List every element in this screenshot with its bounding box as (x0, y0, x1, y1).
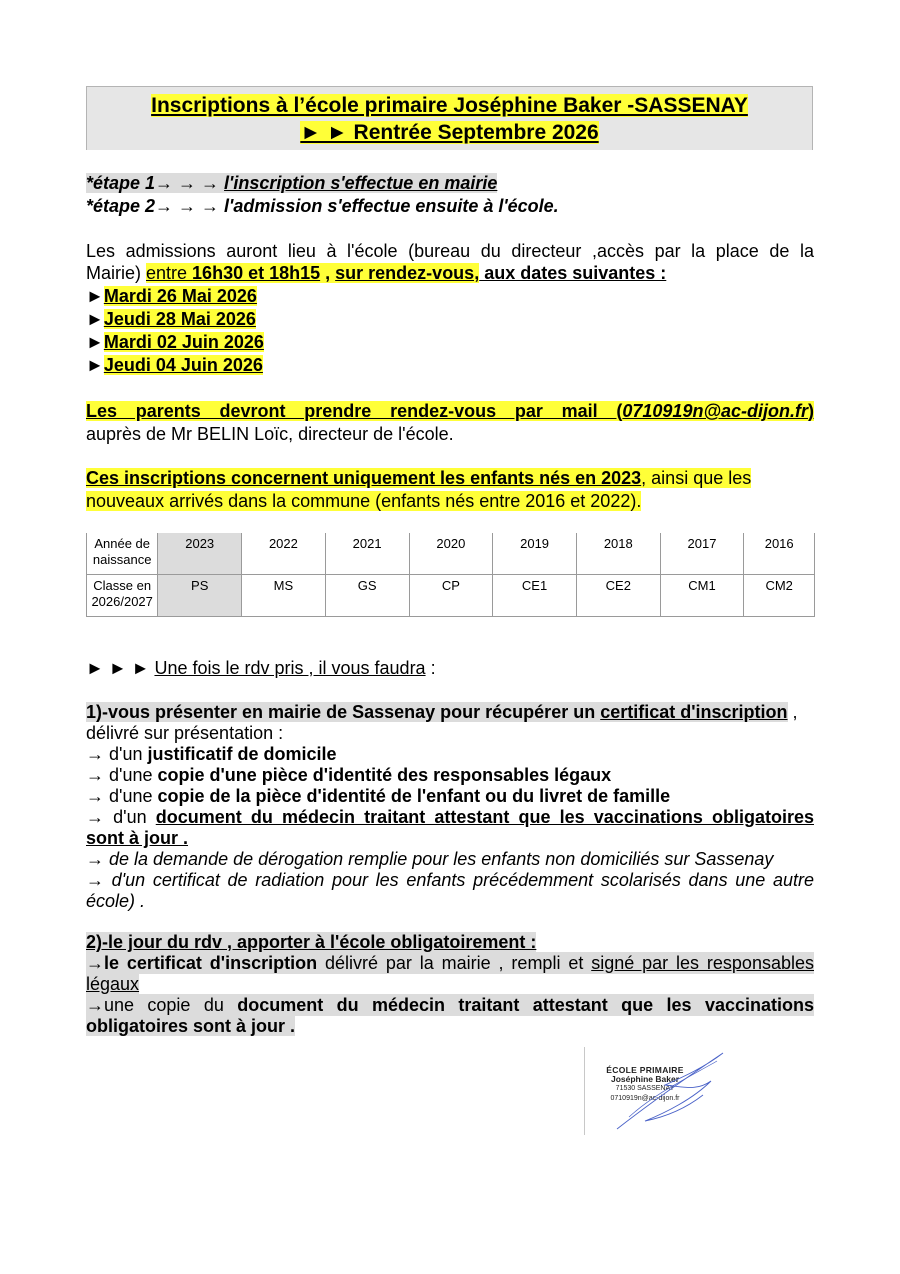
admissions-mairie: Mairie) (86, 263, 147, 283)
class-header: Classe en 2026/2027 (87, 575, 158, 617)
item-domicile: justificatif de domicile (147, 744, 337, 764)
item-legaux: légaux (86, 974, 140, 994)
concern-bold: Ces inscriptions concernent uniquement les enfants nés en 2023 (86, 468, 642, 488)
class-cell: MS (242, 575, 326, 617)
contact-paren: ) (808, 401, 814, 421)
admissions-entre: entre (146, 263, 193, 283)
concern-line-1 (86, 467, 814, 489)
admissions-line-1: Les admissions auront lieu à l'école (bureau du directeur ,accès par la place de la (86, 241, 814, 261)
after-rdv-colon: : (425, 658, 436, 678)
stamp-line-2: Joséphine Baker (610, 1074, 680, 1084)
admissions-line-2 (86, 262, 814, 284)
stamp-line-3: 71530 SASSENAY (615, 1085, 675, 1092)
date-item (86, 308, 814, 330)
section-2-item (86, 994, 814, 1016)
year-header: Année de naissance (87, 533, 158, 575)
section-2-item (86, 952, 814, 974)
date-item (86, 285, 814, 307)
item-prefix: → d'une (86, 786, 158, 806)
concern-rest: , ainsi que les (641, 468, 752, 488)
item-signe: signé par les responsables (591, 953, 814, 973)
step-2-prefix: *étape 2→ → → (86, 196, 225, 216)
year-cell: 2019 (493, 533, 577, 575)
section-2-heading (86, 931, 814, 953)
step-1-prefix: *étape 1→ → → (86, 173, 225, 193)
table-row (87, 533, 815, 575)
after-rdv (86, 657, 814, 679)
section-1-item: → d'un certificat de radiation pour les enfants précédemment scolarisés dans une autre (86, 870, 814, 890)
after-rdv-text: Une fois le rdv pris , il vous faudra (154, 658, 426, 678)
section-1-item: → de la demande de dérogation remplie pour les enfants non domiciliés sur Sassenay (86, 849, 774, 869)
section-2-item-cont (86, 1015, 814, 1037)
section-1-item-cont: sont à jour . (86, 828, 189, 848)
class-cell: CE2 (576, 575, 660, 617)
item-certificat: le certificat d'inscription (104, 953, 318, 973)
admissions-dates-intro: aux dates suivantes : (479, 263, 667, 283)
item-mairie: délivré par la mairie , rempli et (317, 953, 592, 973)
class-cell: CM2 (744, 575, 815, 617)
item-vaccination-doc: document du médecin traitant attestant que les vaccinations (237, 995, 814, 1015)
year-cell: 2022 (242, 533, 326, 575)
year-cell: 2018 (576, 533, 660, 575)
title-line-2: ► ► Rentrée Septembre 2026 (300, 121, 599, 144)
class-cell: GS (325, 575, 409, 617)
item-vaccination: document du médecin traitant attestant que les vaccinations obligatoires (155, 807, 814, 827)
item-vaccination-cont: obligatoires sont à jour . (86, 1016, 296, 1036)
year-cell: 2020 (409, 533, 493, 575)
date-3: Mardi 02 Juin 2026 (103, 332, 264, 352)
bullet-icon: ► (86, 286, 104, 306)
step-2 (86, 195, 814, 217)
section-2-item-cont (86, 973, 814, 995)
signature-icon (585, 1047, 750, 1135)
bullet-icon: ► (86, 332, 104, 352)
section-1-item (86, 743, 814, 765)
bullet-icon: ► (86, 355, 104, 375)
item-prefix: → d'un (86, 807, 156, 827)
section-1-heading-text: 1)-vous présenter en mairie de Sassenay pour récupérer un (86, 702, 601, 722)
date-2: Jeudi 28 Mai 2026 (103, 309, 256, 329)
admissions-sep: , (320, 263, 336, 283)
section-2-heading-text: 2)-le jour du rdv , apporter à l'école obligatoirement : (86, 932, 537, 952)
contact-email[interactable]: 0710919n@ac-dijon.fr (622, 401, 808, 421)
section-1-comma: , (787, 702, 798, 722)
section-1-heading (86, 701, 814, 723)
contact-line-2: auprès de Mr BELIN Loïc, directeur de l'école. (86, 424, 454, 444)
step-1 (86, 172, 814, 194)
section-1-item (86, 764, 814, 786)
triple-arrow-icon: ► ► ► (86, 658, 155, 678)
year-cell: 2021 (325, 533, 409, 575)
admissions-rdv: sur rendez-vous, (335, 263, 480, 283)
title-line-1: Inscriptions à l’école primaire Joséphine Baker -SASSENAY (151, 94, 748, 117)
date-4: Jeudi 04 Juin 2026 (103, 355, 263, 375)
concern-line-2 (86, 490, 814, 512)
stamp-line-4: 0710919n@ac-dijon.fr (610, 1095, 680, 1102)
section-1-item (86, 785, 814, 807)
class-cell: CE1 (493, 575, 577, 617)
section-1-item (86, 806, 814, 828)
school-stamp (584, 1047, 750, 1135)
step-2-text: l'admission s'effectue ensuite à l'école. (224, 196, 559, 216)
year-cell: 2017 (660, 533, 744, 575)
date-1: Mardi 26 Mai 2026 (103, 286, 257, 306)
stamp-line-1: ÉCOLE PRIMAIRE (606, 1065, 684, 1075)
contact-line-1 (86, 400, 814, 422)
year-cell: 2016 (744, 533, 815, 575)
document-title (86, 86, 813, 150)
item-id-child: copie de la pièce d'identité de l'enfant ou du livret de famille (157, 786, 671, 806)
item-prefix: → d'un (86, 744, 148, 764)
year-cell: 2023 (158, 533, 242, 575)
concern-line-2-text: nouveaux arrivés dans la commune (enfants nés entre 2016 et 2022). (86, 491, 642, 511)
admissions-hours: 16h30 et 18h15 (192, 263, 321, 283)
section-1-certificat: certificat d'inscription (600, 702, 788, 722)
step-1-text: l'inscription s'effectue en mairie (224, 173, 498, 193)
class-cell: CM1 (660, 575, 744, 617)
class-cell: PS (158, 575, 242, 617)
date-item (86, 331, 814, 353)
section-1-item-cont: école) . (86, 891, 146, 911)
bullet-icon: ► (86, 309, 104, 329)
class-cell: CP (409, 575, 493, 617)
table-row (87, 575, 815, 617)
item-prefix: → (86, 953, 104, 973)
section-1-intro: délivré sur présentation : (86, 723, 284, 743)
item-prefix: → d'une (86, 765, 158, 785)
item-id-parents: copie d'une pièce d'identité des responsables légaux (157, 765, 612, 785)
year-class-table (86, 533, 815, 617)
contact-text: Les parents devront prendre rendez-vous par mail ( (86, 401, 623, 421)
date-item (86, 354, 814, 376)
item-prefix: →une copie du (86, 995, 238, 1015)
